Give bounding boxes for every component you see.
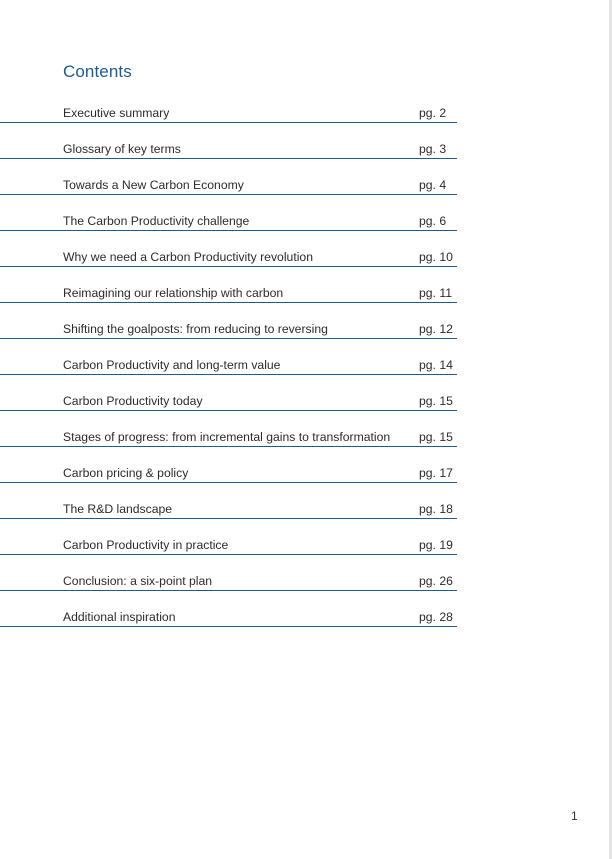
toc-entry-label: Additional inspiration [63,610,176,624]
toc-entry-page: pg. 11 [419,286,452,300]
toc-entry-label: Carbon pricing & policy [63,466,189,480]
toc-divider [0,302,457,303]
toc-entry-label: Executive summary [63,106,170,120]
toc-entry-stages-of-progress[interactable] [0,424,457,460]
toc-entry-carbon-pricing[interactable] [0,460,457,496]
toc-entry-carbon-productivity-challenge[interactable] [0,208,457,244]
toc-entry-page: pg. 6 [419,214,447,228]
toc-entry-page: pg. 17 [419,466,453,480]
toc-divider [0,266,457,267]
toc-entry-label: Carbon Productivity today [63,394,203,408]
toc-entry-label: Shifting the goalposts: from reducing to reversing [63,322,328,336]
toc-divider [0,410,457,411]
toc-divider [0,482,457,483]
toc-entry-label: The R&D landscape [63,502,173,516]
toc-entry-label: The Carbon Productivity challenge [63,214,250,228]
toc-entry-new-carbon-economy[interactable] [0,172,457,208]
toc-divider [0,626,457,627]
toc-divider [0,122,457,123]
toc-entry-label: Reimagining our relationship with carbon [63,286,284,300]
toc-entry-label: Carbon Productivity and long-term value [63,358,281,372]
toc-entry-page: pg. 10 [419,250,453,264]
toc-divider [0,518,457,519]
toc-divider [0,194,457,195]
toc-entry-executive-summary[interactable] [0,100,457,136]
toc-entry-page: pg. 15 [419,430,453,444]
toc-entry-page: pg. 26 [419,574,453,588]
toc-entry-page: pg. 2 [419,106,447,120]
toc-entry-rd-landscape[interactable] [0,496,457,532]
toc-entry-label: Towards a New Carbon Economy [63,178,244,192]
toc-entry-reimagining[interactable] [0,280,457,316]
toc-entry-page: pg. 12 [419,322,453,336]
page-number: 1 [571,809,578,823]
toc-entry-in-practice[interactable] [0,532,457,568]
toc-entry-label: Stages of progress: from incremental gains to transformation [63,430,391,444]
toc-divider [0,554,457,555]
toc-entry-page: pg. 15 [419,394,453,408]
toc-entry-long-term-value[interactable] [0,352,457,388]
toc-entry-label: Glossary of key terms [63,142,181,156]
toc-divider [0,230,457,231]
toc-divider [0,374,457,375]
toc-entry-page: pg. 28 [419,610,453,624]
toc-entry-revolution[interactable] [0,244,457,280]
toc-entry-page: pg. 4 [419,178,447,192]
toc-divider [0,158,457,159]
toc-entry-label: Carbon Productivity in practice [63,538,229,552]
toc-entry-productivity-today[interactable] [0,388,457,424]
toc-entry-label: Why we need a Carbon Productivity revolution [63,250,313,264]
toc-divider [0,590,457,591]
toc-entry-shifting-goalposts[interactable] [0,316,457,352]
toc-entry-page: pg. 3 [419,142,447,156]
table-of-contents [0,100,457,640]
toc-entry-page: pg. 18 [419,502,453,516]
toc-entry-conclusion[interactable] [0,568,457,604]
contents-title: Contents [63,62,132,81]
toc-entry-additional-inspiration[interactable] [0,604,457,640]
toc-divider [0,446,457,447]
toc-entry-page: pg. 19 [419,538,453,552]
toc-entry-page: pg. 14 [419,358,453,372]
toc-entry-label: Conclusion: a six-point plan [63,574,213,588]
toc-divider [0,338,457,339]
toc-entry-glossary[interactable] [0,136,457,172]
